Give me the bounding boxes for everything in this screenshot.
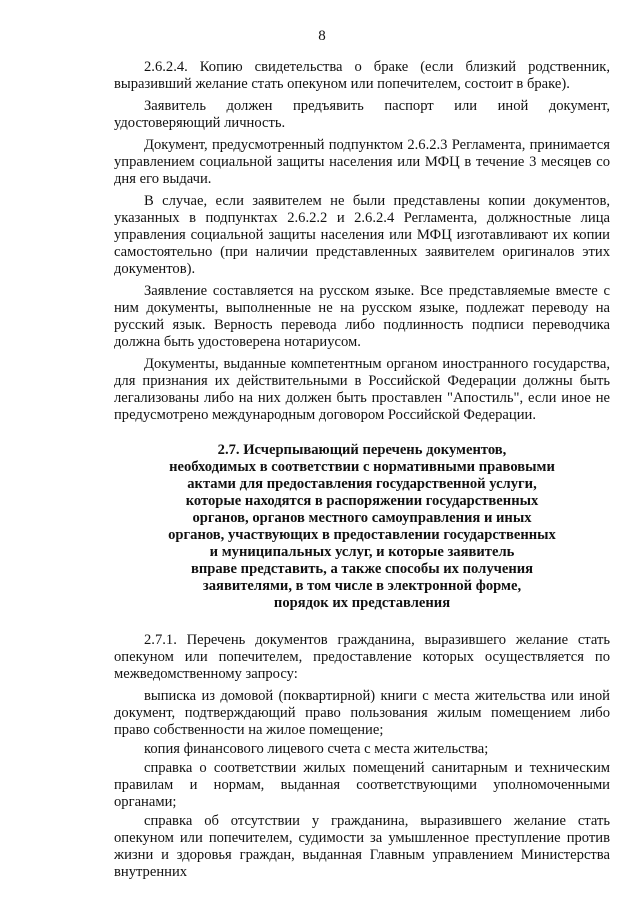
section-title-2-7: [114, 442, 610, 612]
list-item-housing-extract: выписка из домовой (поквартирной) книги с места жительства или иной документ, подтверждающий право пользования жилым помещением либо право собственности на жилое помещение;: [114, 688, 610, 738]
section-title-line: вправе представить, а также способы их получения: [190, 561, 534, 577]
section-title-line: порядок их представления: [273, 595, 451, 611]
paragraph-2-7-1: 2.7.1. Перечень документов гражданина, выразившего желание стать опекуном или попечителем, предоставление которых осуществляется по межведомственному запросу:: [114, 632, 610, 682]
page-number: 8: [318, 28, 326, 44]
paragraph-language: Заявление составляется на русском языке. Все представляемые вместе с ним документы, выполненные не на русском языке, подлежат переводу на русский язык. Верность перевода либо подлинность подписи переводчика должна быть удостоверена нотариусом.: [114, 283, 610, 350]
section-title-line: заявителями, в том числе в электронной форме,: [202, 578, 522, 594]
section-title-line: органов, участвующих в предоставлении государственных: [168, 527, 556, 543]
paragraph-copies: В случае, если заявителем не были представлены копии документов, указанных в подпунктах 2.6.2.2 и 2.6.2.4 Регламента, должностные лица управления социальной защиты населения или МФЦ изготавливают их копии самостоятельно (при наличии представленных заявителем оригиналов этих документов).: [114, 193, 610, 277]
list-item-account-copy: копия финансового лицевого счета с места жительства;: [144, 741, 489, 757]
section-title-line: необходимых в соответствии с нормативными правовыми: [169, 459, 555, 475]
paragraph-identity-document: Заявитель должен предъявить паспорт или иной документ, удостоверяющий личность.: [114, 98, 610, 131]
section-title-line: актами для предоставления государственной услуги,: [187, 476, 537, 492]
section-title-line: 2.7. Исчерпывающий перечень документов,: [217, 442, 507, 458]
section-title-line: органов, органов местного самоуправления и иных: [192, 510, 532, 526]
paragraph-2-6-2-4: 2.6.2.4. Копию свидетельства о браке (если близкий родственник, выразивший желание стать опекуном или попечителем, состоит в браке).: [114, 59, 610, 92]
list-item-housing-compliance: справка о соответствии жилых помещений санитарным и техническим правилам и нормам, выданная соответствующими уполномоченными органами;: [114, 760, 610, 810]
section-title-line: и муниципальных услуг, и которые заявитель: [209, 544, 515, 560]
paragraph-foreign-documents: Документы, выданные компетентным органом иностранного государства, для признания их действительными в Российской Федерации должны быть легализованы либо на них должен быть проставлен "Апостиль", если иное не предусмотрено международным договором Российской Федерации.: [114, 356, 610, 423]
section-title-line: которые находятся в распоряжении государственных: [185, 493, 539, 509]
document-body: [114, 59, 610, 881]
paragraph-document-validity: Документ, предусмотренный подпунктом 2.6.2.3 Регламента, принимается управлением социальной защиты населения или МФЦ в течение 3 месяцев со дня его выдачи.: [114, 137, 610, 187]
list-item-no-criminal-record: справка об отсутствии у гражданина, выразившего желание стать опекуном или попечителем, судимости за умышленное преступление против жизни и здоровья граждан, выданная Главным управлением Министерства внутренних: [114, 813, 610, 880]
